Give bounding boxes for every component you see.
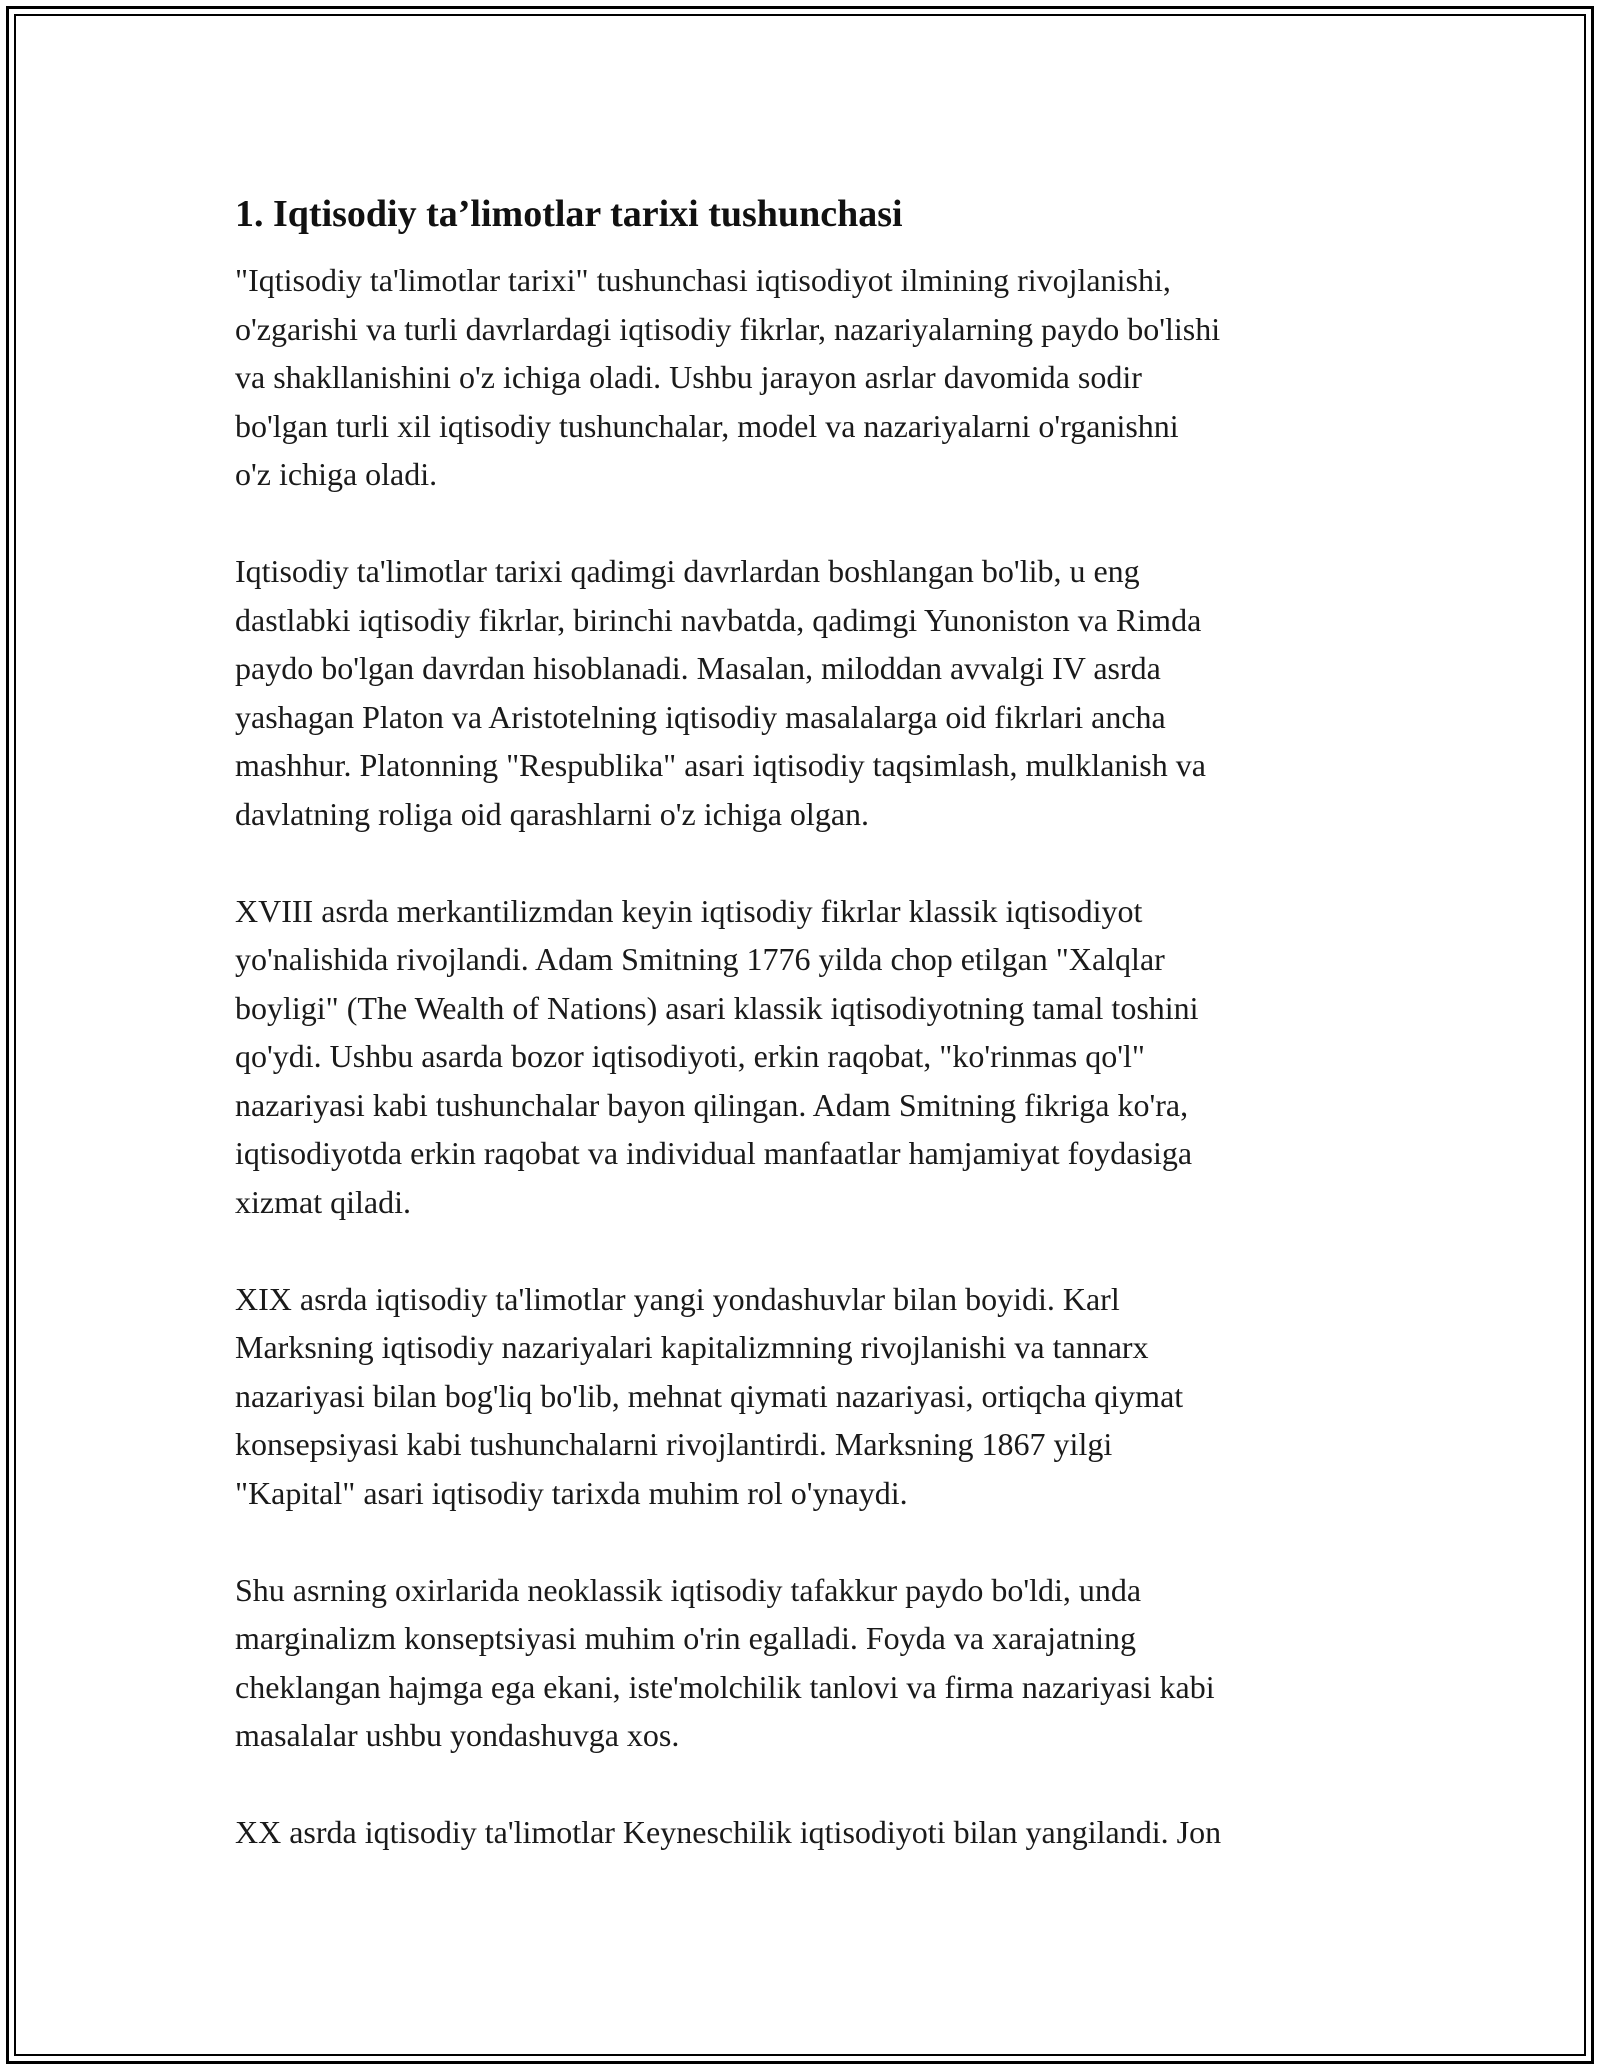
text-line: mashhur. Platonning "Respublika" asari iqtisodiy taqsimlash, mulklanish va	[235, 747, 1206, 783]
text-line: boyligi" (The Wealth of Nations) asari klassik iqtisodiyotning tamal toshini	[235, 989, 1199, 1026]
text-line: iqtisodiyotda erkin raqobat va individual manfaatlar hamjamiyat foydasiga	[235, 1135, 1193, 1171]
text-line: paydo bo'lgan davrdan hisoblanadi. Masalan, miloddan avvalgi IV asrda	[235, 650, 1161, 686]
paragraph	[235, 887, 1365, 1227]
paragraph	[235, 547, 1365, 838]
text-line: nazariyasi kabi tushunchalar bayon qilingan. Adam Smitning fikriga ko'ra,	[235, 1086, 1189, 1123]
text-line: yo'nalishida rivojlandi. Adam Smitning 1776 yilda chop etilgan "Xalqlar	[235, 941, 1165, 977]
text-line: o'zgarishi va turli davrlardagi iqtisodiy fikrlar, nazariyalarning paydo bo'lishi	[235, 310, 1221, 347]
text-line: "Iqtisodiy ta'limotlar tarixi" tushunchasi iqtisodiyot ilmining rivojlanishi,	[235, 262, 1171, 298]
text-line: XX asrda iqtisodiy ta'limotlar Keyneschilik iqtisodiyoti bilan yangilandi. Jon	[235, 1814, 1222, 1850]
text-line: davlatning roliga oid qarashlarni o'z ichiga olgan.	[235, 795, 870, 832]
text-line: dastlabki iqtisodiy fikrlar, birinchi navbatda, qadimgi Yunoniston va Rimda	[235, 601, 1202, 638]
text-line: konsepsiyasi kabi tushunchalarni rivojlantirdi. Marksning 1867 yilgi	[235, 1426, 1113, 1462]
text-line: XIX asrda iqtisodiy ta'limotlar yangi yondashuvlar bilan boyidi. Karl	[235, 1280, 1120, 1317]
text-line: bo'lgan turli xil iqtisodiy tushunchalar, model va nazariyalarni o'rganishni	[235, 407, 1179, 444]
text-line: "Kapital" asari iqtisodiy tarixda muhim rol o'ynaydi.	[235, 1474, 908, 1511]
paragraph	[235, 1275, 1365, 1518]
text-line: nazariyasi bilan bog'liq bo'lib, mehnat qiymati nazariyasi, ortiqcha qiymat	[235, 1377, 1184, 1414]
paragraph	[235, 256, 1365, 499]
text-line: va shakllanishini o'z ichiga oladi. Ushbu jarayon asrlar davomida sodir	[235, 359, 1142, 395]
document-body	[235, 186, 1365, 1905]
text-line: yashagan Platon va Aristotelning iqtisodiy masalalarga oid fikrlari ancha	[235, 698, 1166, 735]
text-line: masalalar ushbu yondashuvga xos.	[235, 1717, 680, 1753]
text-line: Shu asrning oxirlarida neoklassik iqtisodiy tafakkur paydo bo'ldi, unda	[235, 1571, 1142, 1608]
paragraph	[235, 1566, 1365, 1760]
text-line: XVIII asrda merkantilizmdan keyin iqtisodiy fikrlar klassik iqtisodiyot	[235, 892, 1143, 929]
text-line: Marksning iqtisodiy nazariyalari kapitalizmning rivojlanishi va tannarx	[235, 1329, 1149, 1365]
section-heading: 1. Iqtisodiy ta’limotlar tarixi tushunchasi	[235, 193, 903, 235]
paragraph	[235, 1808, 1365, 1857]
text-line: Iqtisodiy ta'limotlar tarixi qadimgi davrlardan boshlangan bo'lib, u eng	[235, 553, 1140, 589]
paragraph-list	[235, 256, 1365, 1857]
text-line: o'z ichiga oladi.	[235, 456, 438, 492]
text-line: xizmat qiladi.	[235, 1183, 411, 1220]
text-line: cheklangan hajmga ega ekani, iste'molchilik tanlovi va firma nazariyasi kabi	[235, 1668, 1215, 1705]
text-line: marginalizm konseptsiyasi muhim o'rin egalladi. Foyda va xarajatning	[235, 1620, 1136, 1656]
text-line: qo'ydi. Ushbu asarda bozor iqtisodiyoti, erkin raqobat, "ko'rinmas qo'l"	[235, 1038, 1145, 1074]
